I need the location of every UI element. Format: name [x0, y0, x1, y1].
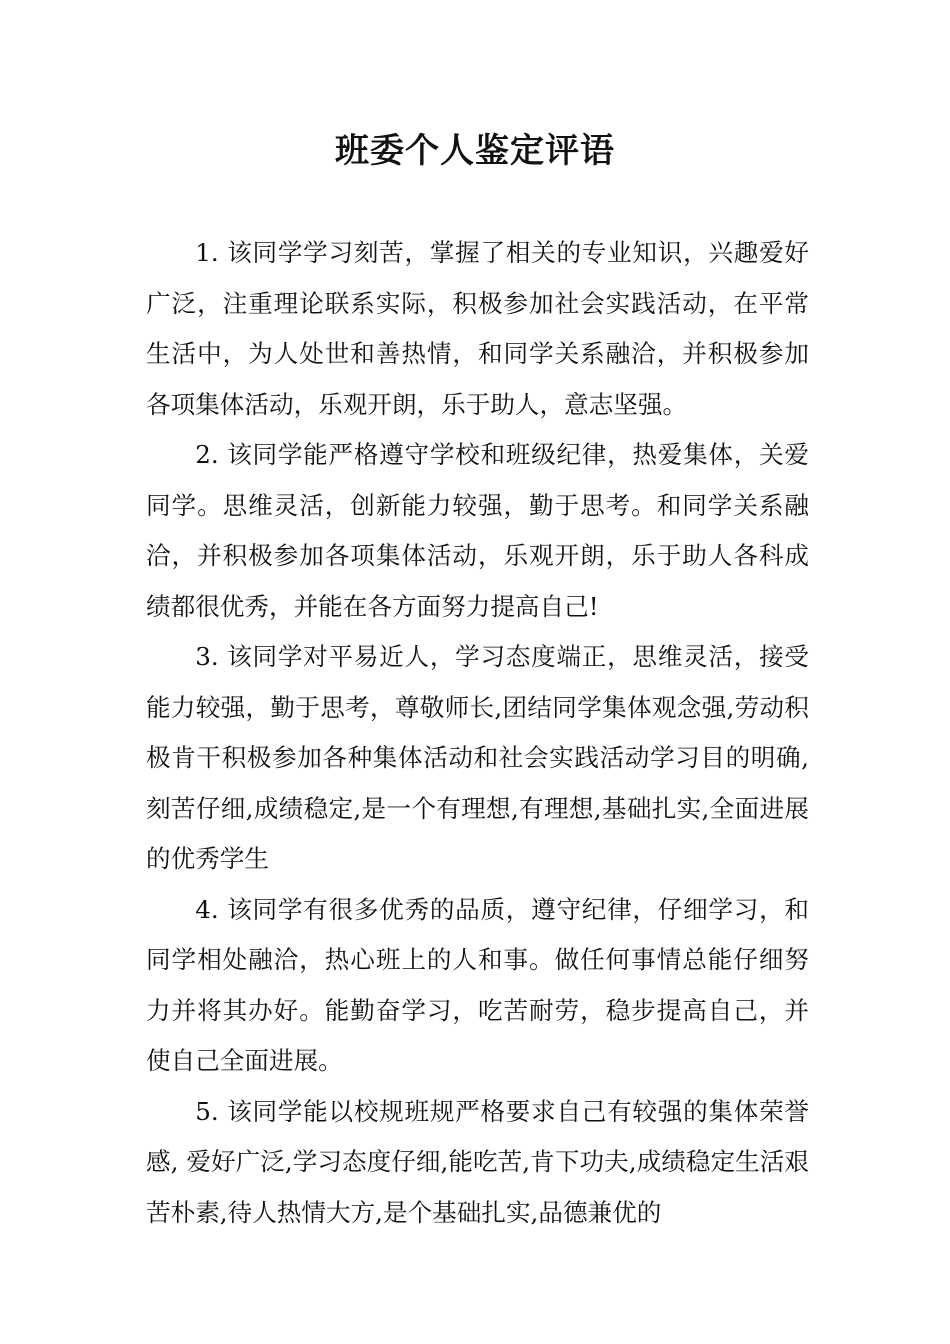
paragraph-3: 3. 该同学对平易近人，学习态度端正，思维灵活，接受能力较强，勤于思考，尊敬师长,团结同学集体观念强,劳动积极肯干积极参加各种集体活动和社会实践活动学习目的明确,刻苦仔细,成绩稳定,是一个有理想,有理想,基础扎实,全面进展的优秀学生	[146, 642, 809, 873]
document-title: 班委个人鉴定评语	[335, 131, 615, 171]
paragraph-2: 2. 该同学能严格遵守学校和班级纪律，热爱集体，关爱同学。思维灵活，创新能力较强，勤于思考。和同学关系融洽，并积极参加各项集体活动，乐观开朗，乐于助人各科成绩都很优秀，并能在各方面努力提高自己!	[146, 440, 809, 621]
paragraph-5: 5. 该同学能以校规班规严格要求自己有较强的集体荣誉感, 爱好广泛,学习态度仔细,能吃苦,肯下功夫,成绩稳定生活艰苦朴素,待人热情大方,是个基础扎实,品德兼优的	[146, 1096, 809, 1227]
paragraph-1: 1. 该同学学习刻苦，掌握了相关的专业知识，兴趣爱好广泛，注重理论联系实际，积极参加社会实践活动，在平常生活中，为人处世和善热情，和同学关系融洽，并积极参加各项集体活动，乐观开朗，乐于助人，意志坚强。	[146, 238, 809, 419]
document-body	[146, 228, 809, 1238]
paragraph-4: 4. 该同学有很多优秀的品质，遵守纪律，仔细学习，和同学相处融洽，热心班上的人和事。做任何事情总能仔细努力并将其办好。能勤奋学习，吃苦耐劳，稳步提高自己，并使自己全面进展。	[146, 894, 809, 1075]
